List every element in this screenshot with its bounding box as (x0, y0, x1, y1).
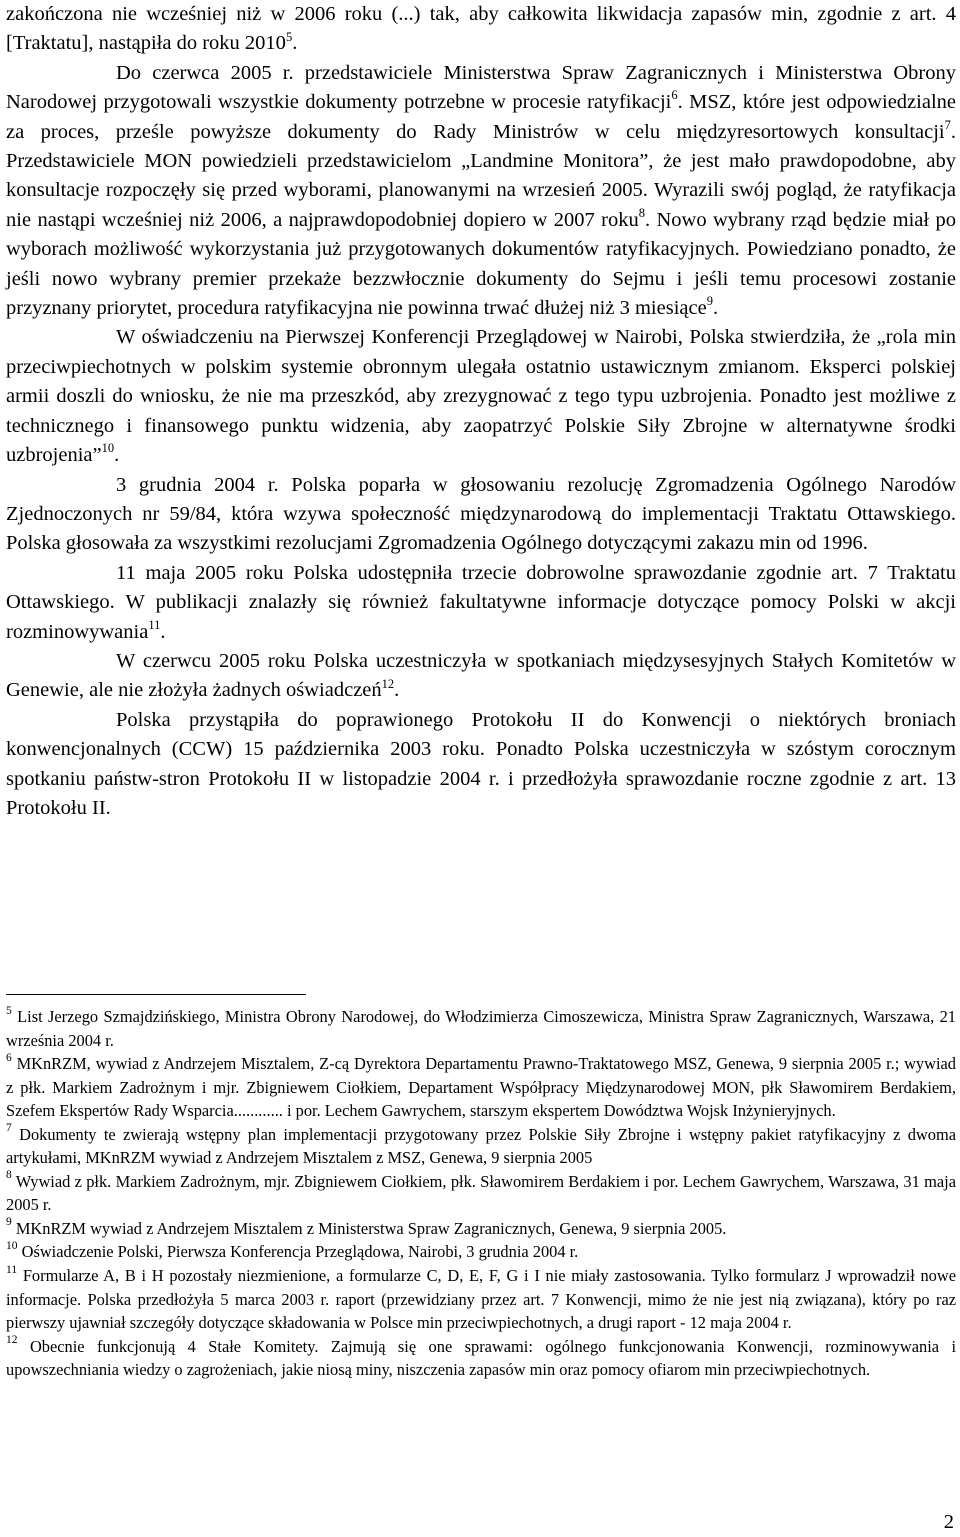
footnote-number: 5 (6, 1004, 12, 1017)
footnotes (6, 1005, 956, 1382)
footnote-ref: 5 (285, 29, 293, 44)
footnote-number: 10 (6, 1240, 18, 1252)
footnote-number: 8 (6, 1169, 12, 1182)
page-number: 2 (943, 1511, 954, 1533)
paragraph-3: W oświadczeniu na Pierwszej Konferencji Przeglądowej w Nairobi, Polska stwierdziła, że „rola min przeciwpiechotnych w polskim systemie obronnym ulegała ostatnio ustawicznym zmianom. Eksperci polskiej armii doszli do wniosku, że nie ma przeszkód, aby zrezygnować z tego typu uzbrojenia. Ponadto jest możliwe z technicznego i finansowego punktu widzenia, aby zaopatrzyć Polskie Siły Zbrojne w alternatywne środki uzbrojenia”$^{10}$. (6, 326, 956, 467)
footnote-text: MKnRZM wywiad z Andrzejem Misztalem z Ministerstwa Spraw Zagranicznych, Genewa, 9 sierpnia 2005. (15, 1218, 727, 1238)
footnote-ref: 11 (148, 617, 161, 632)
footnote-5 (6, 1005, 956, 1052)
footnote-ref: 7 (944, 117, 951, 132)
footnote-separator (6, 994, 306, 995)
footnote-ref: 9 (706, 294, 713, 309)
footnote-ref: 12 (381, 676, 395, 691)
paragraph-5: 11 maja 2005 roku Polska udostępniła trzecie dobrowolne sprawozdanie zgodnie art. 7 Traktatu Ottawskiego. W publikacji znalazły się również fakultatywne informacje dotyczące pomocy Polski w akcji rozminowywania$^{11}$. (6, 561, 956, 643)
footnote-text: MKnRZM, wywiad z Andrzejem Misztalem, Z-cą Dyrektora Departamentu Prawno-Traktatowego MSZ, Genewa, 9 sierpnia 2005 r.; wywiad z płk. Markiem Zadrożnym i mjr. Zbigniewem Ciołkiem, Departament Współpracy Międzynarodowej MON, płk Sławomirem Berdakiem, Szefem Ekspertów Rady Wsparcia............ i por. Lechem Gawrychem, starszym ekspertem Dowództwa Wojsk Inżynieryjnych. (6, 1054, 956, 1121)
footnote-text: Obecnie funkcjonują 4 Stałe Komitety. Zajmują się one sprawami: ogólnego funkcjonowania Konwencji, rozminowywania i upowszechniania wiedzy o zagrożeniach, jakie niosą miny, niszczenia zapasów min oraz pomocy ofiarom min przeciwpiechotnych. (6, 1336, 956, 1380)
footnote-number: 11 (6, 1263, 18, 1276)
footnote-9 (6, 1217, 956, 1241)
footnote-number: 12 (6, 1334, 18, 1347)
footnote-ref: 10 (101, 441, 115, 456)
footnote-12 (6, 1335, 956, 1382)
footnote-text: Oświadczenie Polski, Pierwsza Konferencja Przeglądowa, Nairobi, 3 grudnia 2004 r. (21, 1242, 579, 1262)
footnote-6 (6, 1052, 956, 1123)
footnote-8 (6, 1170, 956, 1217)
footnote-text: Wywiad z płk. Markiem Zadrożnym, mjr. Zbigniewem Ciołkiem, płk. Sławomirem Berdakiem i por. Lechem Gawrychem, Warszawa, 31 maja 2005 r. (6, 1171, 956, 1215)
footnote-10 (6, 1240, 956, 1264)
paragraph-7: Polska przystąpiła do poprawionego Protokołu II do Konwencji o niektórych broniach konwencjonalnych (CCW) 15 października 2003 roku. Ponadto Polska uczestniczyła w szóstym corocznym spotkaniu państw-stron Protokołu II w listopadzie 2004 r. i przedłożyła sprawozdanie roczne zgodnie z art. 13 Protokołu II. (6, 708, 956, 819)
paragraph-6: W czerwcu 2005 roku Polska uczestniczyła w spotkaniach międzysesyjnych Stałych Komitetów w Genewie, ale nie złożyła żadnych oświadczeń$^{12}$. (6, 649, 956, 702)
footnote-number: 7 (6, 1122, 12, 1135)
footnote-text: List Jerzego Szmajdzińskiego, Ministra Obrony Narodowej, do Włodzimierza Cimoszewicza, Ministra Spraw Zagranicznych, Warszawa, 21 września 2004 r. (6, 1007, 956, 1050)
paragraph-1: zakończona nie wcześniej niż w 2006 roku (...) tak, aby całkowita likwidacja zapasów min, zgodnie z art. 4 [Traktatu], nastąpiła do roku 2010$^5$. (6, 3, 956, 55)
footnote-11 (6, 1264, 956, 1335)
footnote-7 (6, 1123, 956, 1170)
footnote-ref: 8 (638, 206, 645, 221)
footnote-number: 6 (6, 1051, 12, 1064)
footnote-number: 9 (6, 1216, 12, 1229)
paragraph-4: 3 grudnia 2004 r. Polska poparła w głosowaniu rezolucję Zgromadzenia Ogólnego Narodów Zjednoczonych nr 59/84, która wzywa społeczność międzynarodową do implementacji Traktatu Ottawskiego. Polska głosowała za wszystkimi rezolucjami Zgromadzenia Ogólnego dotyczącymi zakazu min od 1996. (6, 473, 956, 555)
main-text (6, 0, 956, 823)
paragraph-2: Do czerwca 2005 r. przedstawiciele Ministerstwa Spraw Zagranicznych i Ministerstwa Obrony Narodowej przygotowali wszystkie dokumenty potrzebne w procesie ratyfikacji$^6$. MSZ, które jest odpowiedzialne za proces, prześle powyższe dokumenty do Rady Ministrów w celu międzyresortowych konsultacji$^7$. Przedstawiciele MON powiedzieli przedstawicielom „Landmine Monitora”, że jest mało prawdopodobne, aby konsultacje rozpoczęły się przed wyborami, planowanymi na wrzesień 2005. Wyrazili swój pogląd, że ratyfikacja nie nastąpi wcześniej niż 2006, a najprawdopodobniej dopiero w 2007 roku$^8$. Nowo wybrany rząd będzie miał po wyborach możliwość wykorzystania już przygotowanych dokumentów ratyfikacyjnych. Powiedziano ponadto, że jeśli nowo wybrany premier przekaże bezzwłocznie dokumenty do Sejmu i jeśli temu procesowi zostanie przyznany priorytet, procedura ratyfikacyjna nie powinna trwać dłużej niż 3 miesiące$^9$. (6, 61, 957, 320)
footnote-text: Dokumenty te zwierają wstępny plan implementacji przygotowany przez Polskie Siły Zbrojne i wstępny pakiet ratyfikacyjny z dwoma artykułami, MKnRZM wywiad z Andrzejem Misztalem z MSZ, Genewa, 9 sierpnia 2005 (6, 1124, 956, 1168)
footnote-ref: 6 (671, 88, 678, 103)
footnote-text: Formularze A, B i H pozostały niezmienione, a formularze C, D, E, F, G i I nie miały zastosowania. Tylko formularz J wprowadził nowe informacje. Polska przedłożyła 5 marca 2003 r. raport (przewidziany przez art. 7 Konwencji, mimo że nie jest nią związana), który po raz pierwszy ujawniał szczegóły dotyczące składowania w Polsce min przeciwpiechotnych, a drugi raport - 12 maja 2004 r. (6, 1266, 956, 1333)
